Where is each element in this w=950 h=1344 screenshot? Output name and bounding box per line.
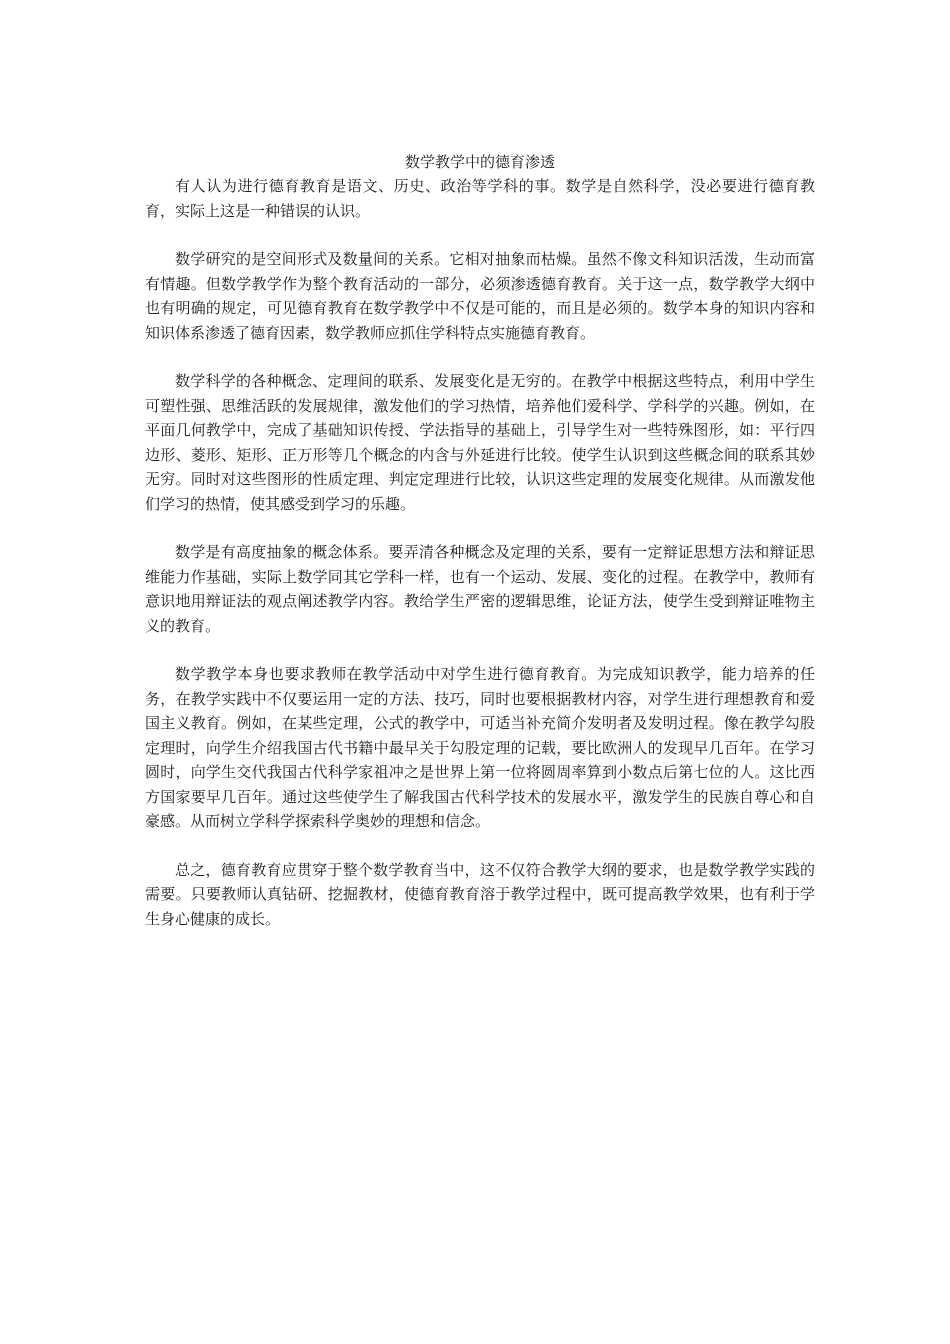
- paragraph-3: 数学科学的各种概念、定理间的联系、发展变化是无穷的。在教学中根据这些特点，利用中学生可塑性强、思维活跃的发展规律，激发他们的学习热情，培养他们爱科学、学科学的兴趣。例如，在平面几何教学中，完成了基础知识传授、学法指导的基础上，引导学生对一些特殊图形，如：平行四边形、菱形、矩形、正万形等几个概念的内含与外延进行比较。使学生认识到这些概念间的联系其妙无穷。同时对这些图形的性质定理、判定定理进行比较，认识这些定理的发展变化规律。从而激发他们学习的热情，使其感受到学习的乐趣。: [145, 372, 815, 513]
- paragraph-4: 数学是有高度抽象的概念体系。要弄清各种概念及定理的关系，要有一定辩证思想方法和辩证思维能力作基础，实际上数学同其它学科一样，也有一个运动、发展、变化的过程。在教学中，教师有意识地用辩证法的观点阐述教学内容。教给学生严密的逻辑思维，论证方法，使学生受到辩证唯物主义的教育。: [145, 543, 815, 635]
- document-title: 数学教学中的德育渗透: [404, 153, 555, 171]
- paragraph-6: 总之，德育教育应贯穿于整个数学教育当中，这不仅符合教学大纲的要求，也是数学教学实践的需要。只要教师认真钻研、挖掘教材，使德育教育溶于教学过程中，既可提高教学效果，也有利于学生身心健康的成长。: [145, 860, 815, 928]
- document-body: [145, 150, 815, 955]
- paragraph-1: 有人认为进行德育教育是语文、历史、政治等学科的事。数学是自然科学，没必要进行德育教育，实际上这是一种错误的认识。: [145, 177, 815, 220]
- paragraph-2: 数学研究的是空间形式及数量间的关系。它相对抽象而枯燥。虽然不像文科知识活泼，生动而富有情趣。但数学教学作为整个教育活动的一部分，必须渗透德育教育。关于这一点，数学教学大纲中也有明确的规定，可见德育教育在数学教学中不仅是可能的，而且是必须的。数学本身的知识内容和知识体系渗透了德育因素，数学教师应抓住学科特点实施德育教育。: [145, 250, 815, 342]
- paragraph-5: 数学教学本身也要求教师在教学活动中对学生进行德育教育。为完成知识教学，能力培养的任务，在教学实践中不仅要运用一定的方法、技巧，同时也要根据教材内容，对学生进行理想教育和爱国主义教育。例如，在某些定理，公式的教学中，可适当补充简介发明者及发明过程。像在教学勾股定理时，向学生介绍我国古代书籍中最早关于勾股定理的记载，要比欧洲人的发现早几百年。在学习圆时，向学生交代我国古代科学家祖冲之是世界上第一位将圆周率算到小数点后第七位的人。这比西方国家要早几百年。通过这些使学生了解我国古代科学技术的发展水平，激发学生的民族自尊心和自豪感。从而树立学科学探索科学奥妙的理想和信念。: [145, 665, 815, 830]
